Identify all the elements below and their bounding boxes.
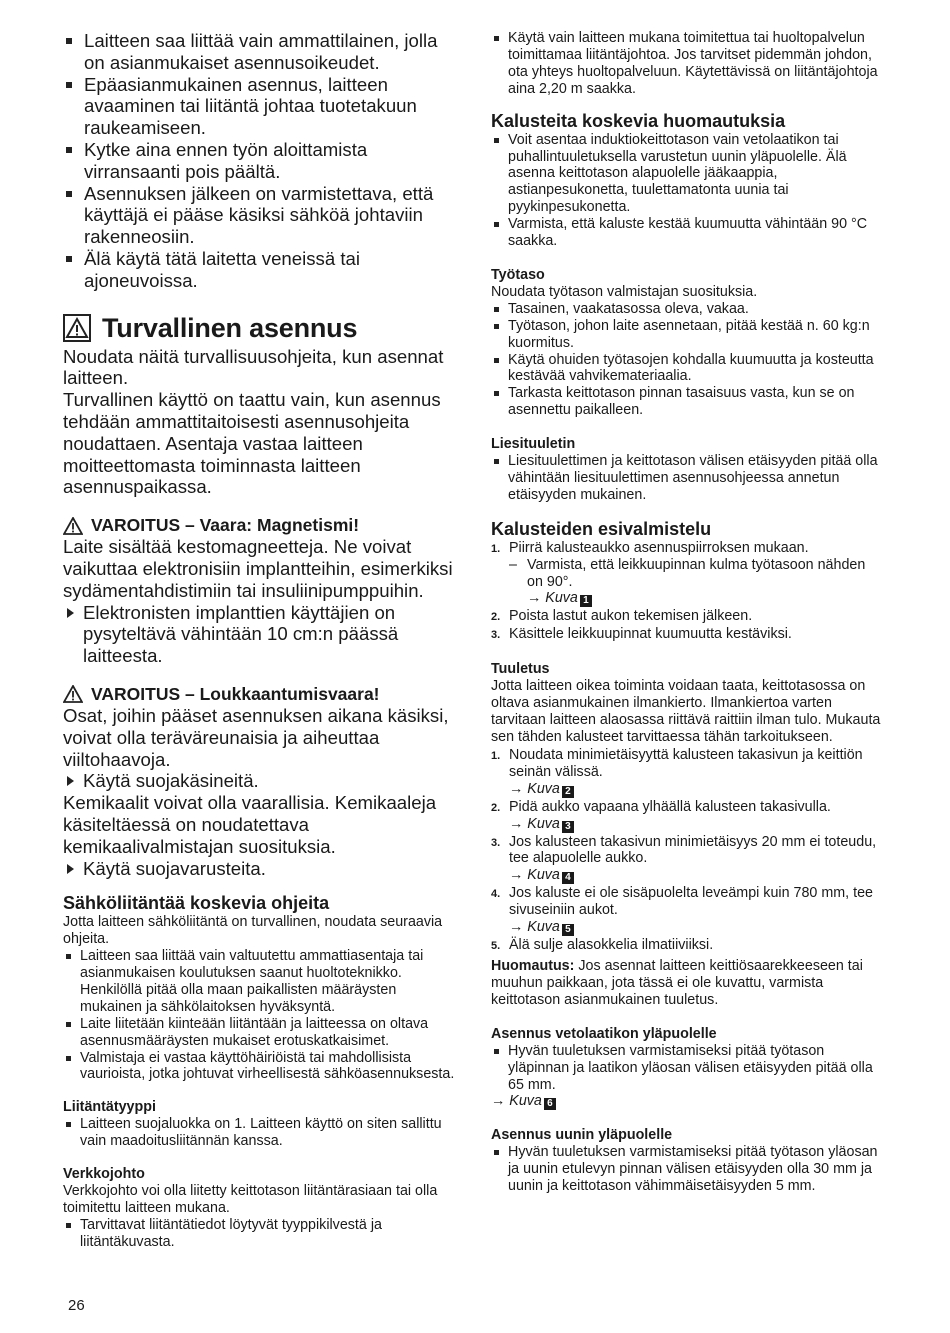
intro-bullet-list <box>63 30 458 292</box>
list-item: Hyvän tuuletuksen varmistamiseksi pitää työtason yläpinnan ja laatikon yläosan välisen etäisyyden pitää olla 65 mm. <box>491 1043 881 1094</box>
bullet-list <box>491 453 881 504</box>
bullet-list <box>491 1144 881 1195</box>
warning-icon <box>63 314 91 342</box>
section-heading-furniture-notes: Kalusteita koskevia huomautuksia <box>491 110 786 131</box>
bullet-list <box>491 30 881 98</box>
sub-step: – Varmista, että leikkuupinnan kulma työtasoon nähden on 90°. <box>509 556 866 590</box>
numbered-list <box>491 608 881 643</box>
list-item: 1. Noudata minimietäisyyttä kalusteen takasivun ja keittiön seinän välissä. → Kuva 2 <box>491 746 863 797</box>
paragraph: Kemikaalit voivat olla vaarallisia. Kemikaaleja käsiteltäessä on noudatettava kemikaalivalmistajan suosituksia. <box>63 792 437 857</box>
list-item: Laitteen saa liittää vain ammattilainen, jolla on asianmukaiset asennusoikeudet. <box>63 30 458 74</box>
list-item: Tasainen, vaakatasossa oleva, vakaa. <box>491 301 881 318</box>
figure-number-badge: 2 <box>562 786 574 798</box>
list-item: Voit asentaa induktiokeittotason vain vetolaatikon tai puhallintuuletuksella varustetun uunin yläpuolelle. Älä asenna keittotason alapuolelle jääkaappia, astianpesukonetta, tuulettamatonta uunia tai pyykinpesukonetta. <box>491 132 881 217</box>
list-item: Laitteen suojaluokka on 1. Laitteen käyttö on siten sallittu vain maadoitusliitännän kanssa. <box>63 1116 458 1150</box>
figure-reference: → Kuva 1 <box>491 590 881 607</box>
figure-reference: → Kuva 6 <box>491 1093 881 1110</box>
figure-number-badge: 5 <box>562 924 574 936</box>
list-item: Laite liitetään kiinteään liitäntään ja laitteessa on oltava asennusmääräysten mukaiset erotuskatkaisimet. <box>63 1016 458 1050</box>
heading-text: Turvallinen asennus <box>102 312 358 343</box>
paragraph: Noudata työtason valmistajan suosituksia. <box>491 283 758 300</box>
bullet-list <box>63 1116 458 1150</box>
list-item: Liesituulettimen ja keittotason välisen etäisyyden pitää olla vähintään liesituulettimen asennusohjeessa annetun etäisyyden mukainen. <box>491 453 881 504</box>
numbered-list <box>491 540 881 557</box>
note-paragraph: Huomautus: Jos asennat laitteen keittiösaarekkeeseen tai muuhun paikkaan, jota tässä ei ole kuvattu, varmista keittotason asianmukainen tuuletus. <box>491 958 863 1008</box>
list-item: 3. Käsittele leikkuupinnat kuumuutta kestäviksi. <box>491 626 792 643</box>
paragraph: Noudata näitä turvallisuusohjeita, kun asennat laitteen. <box>63 345 444 389</box>
list-item: 3. Jos kalusteen takasivun minimietäisyys 20 mm ei toteudu, tee alapuolelle aukko. → Kuva 4 <box>491 833 877 884</box>
warning-injury-heading <box>63 684 458 705</box>
warning-magnet-heading <box>63 515 458 536</box>
figure-number-badge: 3 <box>562 821 574 833</box>
figure-number-badge: 6 <box>544 1098 556 1110</box>
list-item: Työtason, johon laite asennetaan, pitää kestää n. 60 kg:n kuormitus. <box>491 318 881 352</box>
step-list <box>63 858 458 880</box>
step-list <box>63 602 458 667</box>
paragraph: Turvallinen käyttö on taattu vain, kun asennus tehdään ammattitaitoisesti asennusohjeita noudattaen. Asentaja vastaa laitteen moitteettomasta toiminnasta laitteen asennuspaikassa. <box>63 389 441 498</box>
subheading-oven: Asennus uunin yläpuolelle <box>491 1127 673 1144</box>
list-item: 5. Älä sulje alasokkelia ilmatiiviiksi. <box>491 937 714 954</box>
left-column <box>63 30 458 1251</box>
list-item: 4. Jos kaluste ei ole sisäpuolelta leveämpi kuin 780 mm, tee sivuseiniin aukot. → Kuva 5 <box>491 885 873 936</box>
paragraph: Laite sisältää kestomagneetteja. Ne voivat vaikuttaa elektronisiin implantteihin, esimerkiksi sydämentahdistimiin tai insuliinipumppuihin. <box>63 536 453 601</box>
figure-number-badge: 4 <box>562 872 574 884</box>
list-item: Käytä ohuiden työtasojen kohdalla kuumuutta ja kosteutta kestävää vahvikemateriaalia. <box>491 352 881 386</box>
subheading-connection-type: Liitäntätyyppi <box>63 1099 156 1116</box>
bullet-list <box>491 301 881 419</box>
list-item: Varmista, että kaluste kestää kuumuutta vähintään 90 °C saakka. <box>491 216 881 250</box>
list-item: Epäasianmukainen asennus, laitteen avaaminen tai liitäntä johtaa tuotetakuun raukeamiseen. <box>63 74 458 139</box>
bullet-list <box>491 132 881 250</box>
list-item: Hyvän tuuletuksen varmistamiseksi pitää työtason yläosan ja uunin etulevyn pinnan välisen etäisyyden olla 30 mm ja uunin ja keittotason vähimmäisetäisyyden 5 mm. <box>491 1144 881 1195</box>
list-item: Käytä suojavarusteita. <box>63 858 458 880</box>
list-item: Tarkasta keittotason pinnan tasaisuus vasta, kun se on asennettu paikalleen. <box>491 385 881 419</box>
right-column <box>491 30 881 1195</box>
subheading-drawer: Asennus vetolaatikon yläpuolelle <box>491 1025 717 1042</box>
warning-icon <box>63 685 83 703</box>
warning-title: VAROITUS – Vaara: Magnetismi! <box>91 515 360 536</box>
list-item: Laitteen saa liittää vain valtuutettu ammattiasentaja tai asianmukaisen koulutuksen saanut huoltoteknikko. Henkilöllä pitää olla maan paikallisten määräysten mukainen ja sähkölaitoksen hyväksyntä. <box>63 948 458 1016</box>
section-heading-prep: Kalusteiden esivalmistelu <box>491 518 712 539</box>
list-item: Kytke aina ennen työn aloittamista virransaanti pois päältä. <box>63 139 458 183</box>
paragraph: Jotta laitteen sähköliitäntä on turvallinen, noudata seuraavia ohjeita. <box>63 914 443 948</box>
step-list <box>63 770 458 792</box>
subheading-power-cord: Verkkojohto <box>63 1166 145 1183</box>
paragraph: Jotta laitteen oikea toiminta voidaan taata, keittotasossa on oltava asianmukainen ilmankierto. Ilmankiertoa varten tarvitaan laitteen alaosassa riittävä raittiin ilman tulo. Mukauta sen tähden kalusteet tarvittaessa tähän tarkoitukseen. <box>491 678 881 745</box>
subheading-worktop: Työtaso <box>491 266 545 283</box>
list-item: Käytä suojakäsineitä. <box>63 770 458 792</box>
list-item: Älä käytä tätä laitetta veneissä tai ajoneuvoissa. <box>63 248 458 292</box>
page-number: 26 <box>68 1297 85 1314</box>
list-item: Tarvittavat liitäntätiedot löytyvät tyyppikilvestä ja liitäntäkuvasta. <box>63 1217 458 1251</box>
list-item: Käytä vain laitteen mukana toimitettua tai huoltopalvelun toimittamaa liitäntäjohtoa. Jos tarvitset pidemmän johdon, ota yhteys huoltopalveluun. Käytettävissä on liitäntäjohtoja aina 2,20 m saakka. <box>491 30 881 98</box>
bullet-list <box>63 1217 458 1251</box>
numbered-list <box>491 747 881 954</box>
list-item: Valmistaja ei vastaa käyttöhäiriöistä tai mahdollisista vaurioista, jotka johtuvat virheellisestä sähköasennuksesta. <box>63 1050 458 1084</box>
list-item: Elektronisten implanttien käyttäjien on pysyteltävä vähintään 10 cm:n päässä laitteesta. <box>63 602 458 667</box>
paragraph: Verkkojohto voi olla liitetty keittotason liitäntärasiaan tai olla toimitettu laitteen mukana. <box>63 1182 438 1216</box>
bullet-list <box>63 948 458 1083</box>
list-item: Asennuksen jälkeen on varmistettava, että käyttäjä ei pääse käsiksi sähköä johtaviin rakenneosiin. <box>63 183 458 248</box>
figure-number-badge: 1 <box>580 595 592 607</box>
list-item: 1. Piirrä kalusteaukko asennuspiirroksen mukaan. <box>491 539 809 556</box>
subheading-hood: Liesituuletin <box>491 436 576 453</box>
warning-title: VAROITUS – Loukkaantumisvaara! <box>91 683 380 704</box>
bullet-list <box>491 1043 881 1094</box>
list-item: 2. Pidä aukko vapaana ylhäällä kalusteen takasivulla. → Kuva 3 <box>491 798 831 832</box>
list-item: 2. Poista lastut aukon tekemisen jälkeen. <box>491 608 753 625</box>
section-heading-safe-install <box>63 313 458 344</box>
paragraph: Osat, joihin pääset asennuksen aikana käsiksi, voivat olla teräväreunaisia ja aiheuttaa viiltohaavoja. <box>63 704 449 770</box>
section-heading-electrical: Sähköliitäntää koskevia ohjeita <box>63 893 330 914</box>
warning-icon <box>63 517 83 535</box>
subheading-ventilation: Tuuletus <box>491 661 550 678</box>
